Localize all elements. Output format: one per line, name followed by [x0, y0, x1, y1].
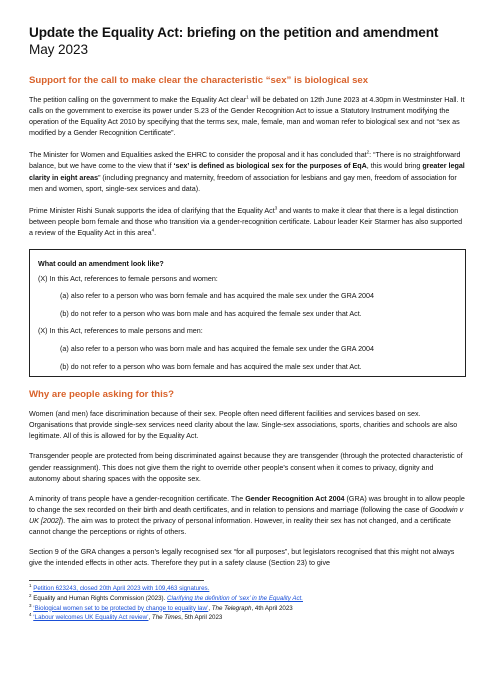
footnote-1-link[interactable]: Petition 623243, closed 20th April 2023 with 109,463 signatures. [33, 585, 210, 593]
footnote-2: $^2$ Equality and Human Rights Commission (2023). Clarifying the definition of ‘sex’ in the Equality Act. [29, 592, 303, 602]
paragraph-discrimination: Women (and men) face discrimination because of their sex. People often need different facilities and services based on sex. Organisations that provide single-sex services need clarity about the law. Single-sex associations, sports, charities and schools are also legitimate. All of this is allowed for by the Equality Act. [29, 410, 458, 441]
title-main: Update the Equality Act: briefing on the petition and amendment [29, 25, 439, 40]
footnote-3: $^3$ ‘Biological women set to be protected by change to equality law’, The Telegraph, 4th April 2023 [29, 602, 293, 612]
amendment-clause-women-b: (b) do not refer to a person who was born male and has acquired the female sex under that Act. [60, 309, 362, 318]
amendment-clause-men-a: (a) also refer to a person who was born male and has acquired the female sex under the GRA 2004 [60, 345, 374, 353]
footnote-2-link[interactable]: Clarifying the definition of ‘sex’ in the Equality Act. [167, 594, 303, 602]
footnote-ref-4: 4 [151, 227, 155, 233]
footnote-3-link[interactable]: ‘Biological women set to be protected by change to equality law’ [33, 604, 209, 612]
bold-legal-clarity: greater legal clarity in eight areas [29, 162, 465, 182]
bold-gra-2004: Gender Recognition Act 2004 [245, 494, 345, 503]
amendment-clause-men-b: (b) do not refer to a person who was born female and has acquired the male sex under that Act. [60, 362, 362, 371]
document-page [29, 24, 466, 623]
document-title [29, 24, 466, 58]
footnote-4: $^4$ ‘Labour welcomes UK Equality Act review’, The Times, 5th April 2023 [29, 612, 223, 622]
paragraph-ehrc: The Minister for Women and Equalities asked the EHRC to consider the proposal and it has concluded that$^2$: “There is no straightforward balance, but we have come to the view that if ‘sex’ is defined as biological sex for the purposes of EqA, this would bring greater legal clarity in eight areas” (including pregnancy and maternity, freedom of association for lesbians and gay men, freedom of association for men and women, sport, single-sex services and data). [29, 150, 465, 193]
bold-sex-definition: ‘sex’ is defined as biological sex for the purposes of EqA [173, 162, 367, 171]
section-heading-why: Why are people asking for this? [29, 389, 174, 401]
amendment-clause-women-a: (a) also refer to a person who was born female and has acquired the male sex under the GRA 2004 [60, 292, 374, 301]
paragraph-gra: A minority of trans people have a gender-recognition certificate. The Gender Recognition Act 2004 (GRA) was brought in to allow people to change the sex recorded on their birth and death certificates, and in relation to pensions and marriage (following the case of Goodwin v UK [2002]). The aim was to protect the privacy of personal information. However, in reality their sex has not changed, and a certificate cannot change the perceptions or rights of others. [29, 494, 465, 537]
paragraph-section-9: Section 9 of the GRA changes a person’s legally recognised sex “for all purposes”, but legislators recognised that this might not always give the intended effects in other acts. Therefore they put in a safety clause (Section 23) to give [29, 548, 455, 568]
paragraph-transgender: Transgender people are protected from being discriminated against because they are transgender (through the protected characteristic of gender reassignment). This does not give them the right to override other people’s consent when it comes to privacy, dignity and autonomy about sharing spaces with the opposite sex. [29, 452, 463, 483]
amendment-heading: What could an amendment look like? [38, 260, 164, 269]
title-date: May 2023 [29, 42, 88, 57]
footnote-1: $^1$ Petition 623243, closed 20th April 2023 with 109,463 signatures. [29, 583, 210, 593]
footnotes [29, 584, 466, 622]
footnote-4-link[interactable]: ‘Labour welcomes UK Equality Act review’ [33, 614, 149, 622]
amendment-clause-men: (X) In this Act, references to male persons and men: [38, 327, 203, 336]
italic-case-name: Goodwin v UK [2002] [29, 505, 464, 525]
footnote-divider [29, 580, 204, 581]
amendment-box [29, 249, 466, 377]
amendment-clause-women: (X) In this Act, references to female persons and women: [38, 274, 218, 283]
section-heading-support: Support for the call to make clear the characteristic “sex” is biological sex [29, 75, 369, 86]
footnote-ref-2: 2 [366, 150, 370, 155]
footnote-ref-1: 1 [246, 94, 249, 100]
footnote-ref-3: 3 [274, 205, 278, 211]
paragraph-prime-minister: Prime Minister Rishi Sunak supports the idea of clarifying that the Equality Act$^3$ and wants to make it clear that there is a legal distinction between people born female and those who transition via a gender-recognition certificate. Labour leader Keir Starmer has also supported a review of the Equality Act in this area$^4$. [29, 205, 463, 237]
paragraph-petition: The petition calling on the government to make the Equality Act clear$^1$ will be debated on 12th June 2023 at 4.30pm in Westminster Hall. It calls on the government to exercise its power under S.23 of the Gender Recognition Act to issue a Statutory Instrument modifying the operation of the Equality Act 2010 by specifying that the terms sex, male, female, man and woman refer to biological sex and not “sex as modified by a Gender Recognition Certificate”. [29, 94, 465, 138]
